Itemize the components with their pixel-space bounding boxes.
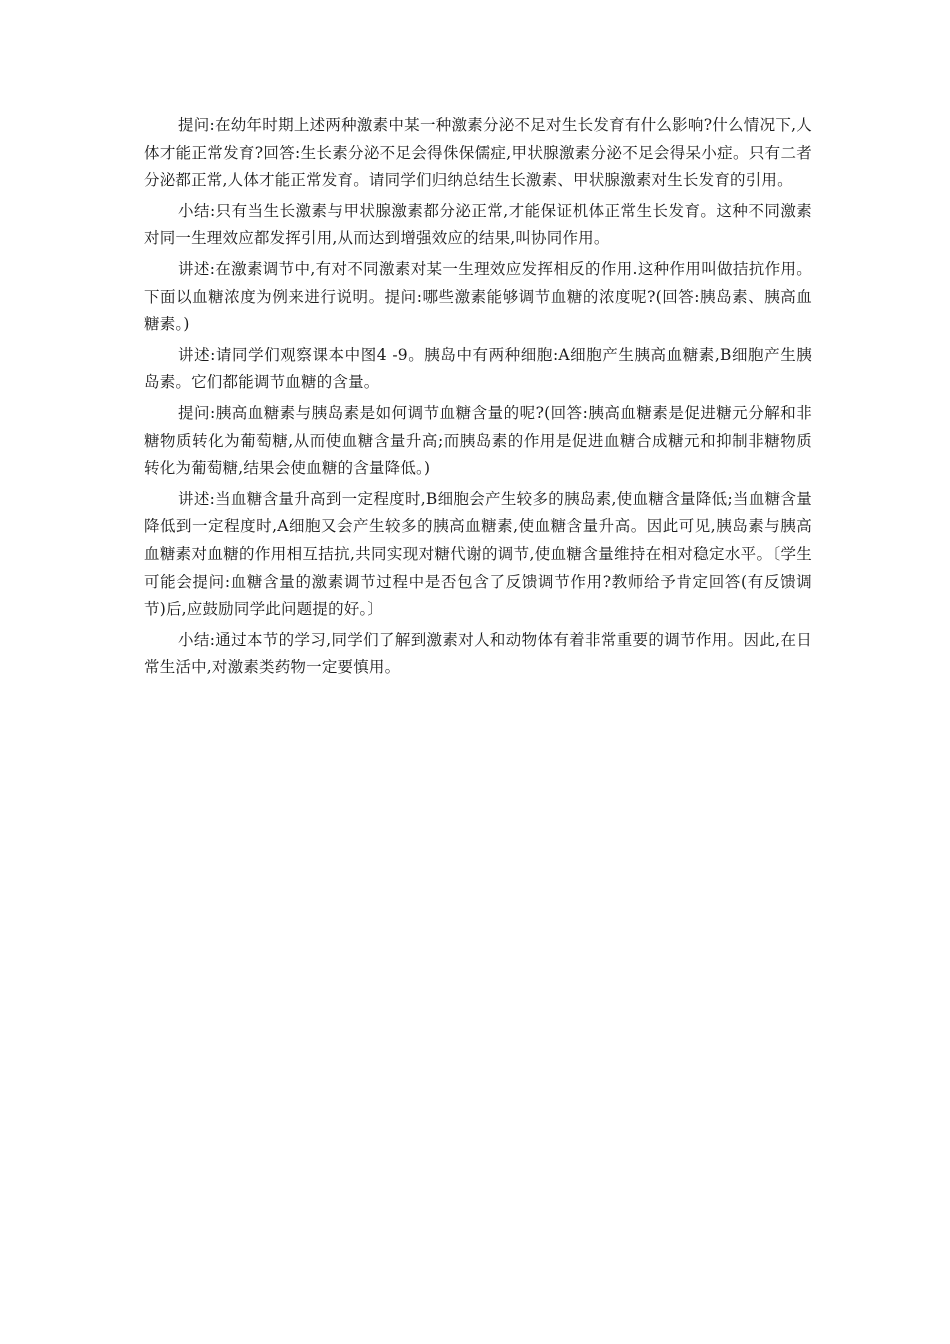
paragraph-explain-antagonism: 讲述:在激素调节中,有对不同激素对某一生理效应发挥相反的作用.这种作用叫做拮抗作用。下面以血糖浓度为例来进行说明。提问:哪些激素能够调节血糖的浓度呢?(回答:胰岛素、胰高血糖素。) <box>144 259 812 334</box>
document-body <box>144 112 812 685</box>
paragraph-summary-lesson: 小结:通过本节的学习,同学们了解到激素对人和动物体有着非常重要的调节作用。因此,在日常生活中,对激素类药物一定要慎用。 <box>144 630 812 677</box>
paragraph-explain-islet-cells: 讲述:请同学们观察课本中图4 -9。胰岛中有两种细胞:A细胞产生胰高血糖素,B细胞产生胰岛素。它们都能调节血糖的含量。 <box>144 345 812 392</box>
paragraph-explain-feedback: 讲述:当血糖含量升高到一定程度时,B细胞会产生较多的胰岛素,使血糖含量降低;当血糖含量降低到一定程度时,A细胞又会产生较多的胰高血糖素,使血糖含量升高。因此可见,胰岛素与胰高血糖素对血糖的作用相互拮抗,共同实现对糖代谢的调节,使血糖含量维持在相对稳定水平。〔学生可能会提问:血糖含量的激素调节过程中是否包含了反馈调节作用?教师给予肯定回答(有反馈调节)后,应鼓励同学此问题提的好。〕 <box>144 489 812 619</box>
paragraph-question-growth: 提问:在幼年时期上述两种激素中某一种激素分泌不足对生长发育有什么影响?什么情况下,人体才能正常发育?回答:生长素分泌不足会得侏保儒症,甲状腺激素分泌不足会得呆小症。只有二者分泌都正常,人体才能正常发育。请同学们归纳总结生长激素、甲状腺激素对生长发育的引用。 <box>144 116 812 190</box>
paragraph-summary-synergy: 小结:只有当生长激素与甲状腺激素都分泌正常,才能保证机体正常生长发育。这种不同激素对同一生理效应都发挥引用,从而达到增强效应的结果,叫协同作用。 <box>144 201 812 248</box>
paragraph-question-glucagon-insulin: 提问:胰高血糖素与胰岛素是如何调节血糖含量的呢?(回答:胰高血糖素是促进糖元分解和非糖物质转化为葡萄糖,从而使血糖含量升高;而胰岛素的作用是促进血糖合成糖元和抑制非糖物质转化为葡萄糖,结果会使血糖的含量降低。) <box>144 403 812 478</box>
